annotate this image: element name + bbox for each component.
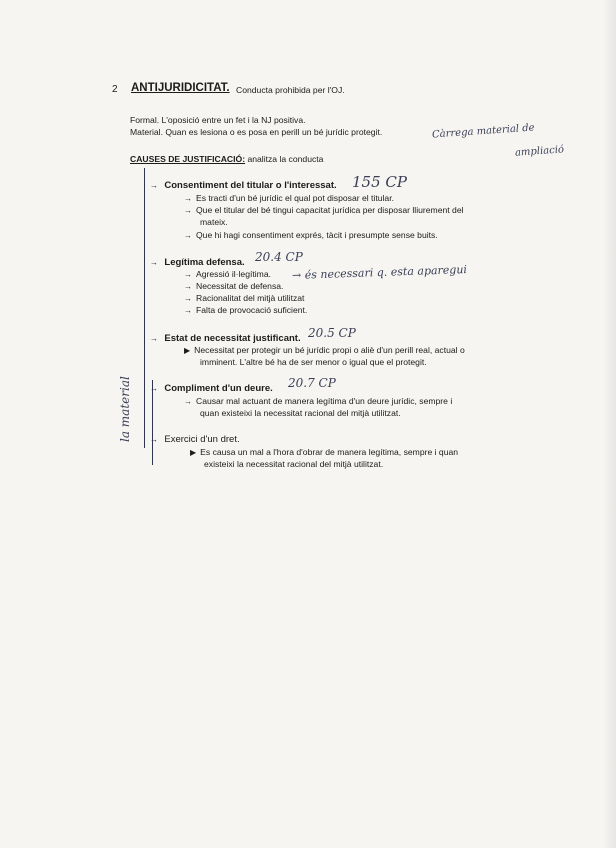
cause-1-point-2 — [184, 205, 464, 215]
point-text: Necessitat per protegir un bé jurídic propi o aliè d'un perill real, actual o — [194, 345, 465, 355]
margin-note: la material — [118, 376, 132, 442]
handwritten-top-right-2: ampliació — [514, 144, 565, 159]
point-text: Racionalitat del mitjà utilitzat — [196, 293, 305, 303]
causes-bracket — [144, 168, 145, 448]
cause-1-point-1 — [184, 193, 394, 203]
cause-1-point-2-cont: mateix. — [200, 217, 228, 227]
cause-4-title: Compliment d'un deure. — [164, 383, 273, 394]
cp-compliment: 20.7 CP — [288, 376, 336, 390]
cp-legitima: 20.4 CP — [255, 250, 303, 264]
triangle-bullet-icon: ▶ — [184, 346, 191, 355]
section-title: ANTIJURIDICITAT. — [131, 82, 230, 94]
cause-2-point-4 — [184, 305, 307, 315]
arrow-icon: → — [184, 231, 192, 240]
legitima-note: → és necessari q. esta aparegui — [291, 262, 468, 283]
cp-necessitat: 20.5 CP — [308, 326, 356, 340]
point-text: Es causa un mal a l'hora d'obrar de manera legítima, sempre i quan — [200, 447, 459, 457]
cause-5-row — [150, 434, 240, 445]
arrow-icon: → — [150, 384, 158, 393]
cause-5-title: Exercici d'un dret. — [164, 434, 240, 445]
section-subtitle: Conducta prohibida per l'OJ. — [236, 85, 345, 95]
point-text: Falta de provocació suficient. — [196, 305, 308, 315]
cause-4-point-1 — [184, 396, 452, 406]
cause-4-point-1-cont: quan existeixi la necessitat racional del mitjà utilitzat. — [200, 408, 401, 418]
definition-formal: Formal. L'oposició entre un fet i la NJ positiva. — [130, 115, 306, 125]
handwritten-top-right: Càrrega material de — [431, 122, 535, 141]
cause-4-row — [150, 383, 273, 394]
cause-3-row — [150, 333, 301, 344]
arrow-icon: → — [184, 397, 192, 406]
cause-1-title: Consentiment del titular o l'interessat. — [164, 180, 337, 191]
arrow-icon: → — [184, 206, 192, 215]
arrow-icon: → — [184, 306, 192, 315]
causes-heading — [130, 154, 323, 164]
triangle-bullet-icon: ▶ — [190, 448, 197, 457]
point-text: Necessitat de defensa. — [196, 281, 284, 291]
causes-heading-rest: analitza la conducta — [247, 154, 324, 164]
arrow-icon: → — [150, 181, 158, 190]
definition-material: Material. Quan es lesiona o es posa en perill un bé jurídic protegit. — [130, 127, 383, 137]
cp-consentiment: 155 CP — [352, 173, 407, 191]
cause-3-point-1 — [184, 345, 465, 355]
cause-5-point-1 — [190, 447, 458, 457]
cause-2-point-1 — [184, 269, 271, 279]
arrow-icon: → — [184, 270, 192, 279]
arrow-icon: → — [184, 194, 192, 203]
cause-1-point-3 — [184, 230, 438, 240]
cause-2-row — [150, 257, 245, 268]
point-text: Es tracti d'un bé jurídic el qual pot disposar el titular. — [196, 193, 394, 203]
cause-2-point-3 — [184, 293, 304, 303]
arrow-icon: → — [150, 435, 158, 444]
point-text: Agressió il·legítima. — [196, 269, 271, 279]
causes-heading-label: CAUSES DE JUSTIFICACIÓ: — [130, 154, 246, 164]
arrow-icon: → — [184, 294, 192, 303]
point-text: Causar mal actuant de manera legítima d'un deure jurídic, sempre i — [196, 396, 453, 406]
cause-1-row — [150, 180, 337, 191]
cause-2-title: Legítima defensa. — [164, 257, 245, 268]
point-text: Que hi hagi consentiment exprés, tàcit i presumpte sense buits. — [196, 230, 438, 240]
cause-3-point-1-cont: imminent. L'altre bé ha de ser menor o igual que el protegit. — [200, 357, 427, 367]
cause-5-point-1-cont: existeixi la necessitat racional del mitjà utilitzat. — [204, 459, 384, 469]
section-number: 2 — [112, 84, 118, 95]
cause-2-point-2 — [184, 281, 283, 291]
scan-edge-shadow — [602, 0, 616, 848]
point-text: Que el titular del bé tingui capacitat jurídica per disposar lliurement del — [196, 205, 464, 215]
cause-3-title: Estat de necessitat justificant. — [164, 333, 301, 344]
arrow-icon: → — [150, 258, 158, 267]
arrow-icon: → — [184, 282, 192, 291]
arrow-icon: → — [150, 334, 158, 343]
